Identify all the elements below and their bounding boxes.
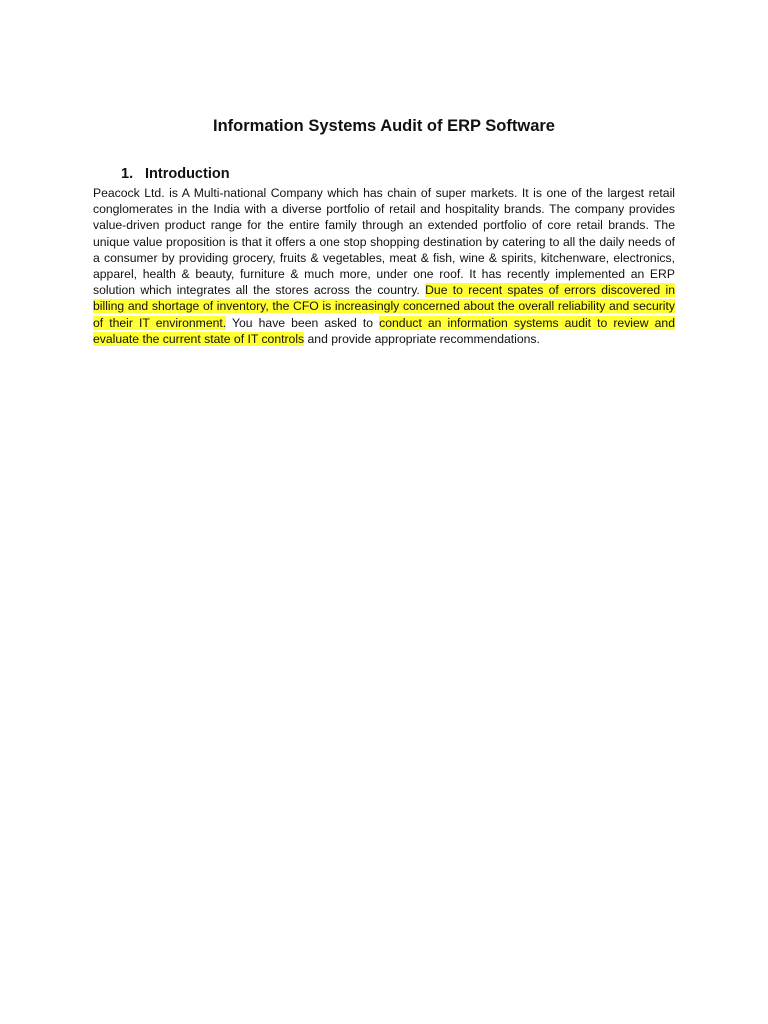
highlighted-text: conduct an information systems audit to review and evaluate the current state of IT controls (93, 315, 675, 346)
paragraph-text: Peacock Ltd. is A Multi-national Company which has chain of super markets. It is one of the largest retail conglomerates in the India with a diverse portfolio of retail and hospitality brands. The company provides value-driven product range for the entire family through an extended portfolio of core retail brands. The unique value proposition is that it offers a one stop shopping destination by catering to all the daily needs of a consumer by providing grocery, fruits & vegetables, meat & fish, wine & spirits, kitchenware, electronics, apparel, health & beauty, furniture & much more, under one roof. It has recently implemented an ERP solution which integrates all the stores across the country. (93, 186, 675, 298)
document-title: Information Systems Audit of ERP Software (213, 117, 555, 135)
highlighted-text: Due to recent spates of errors discovered in billing and shortage of inventory, the CFO is increasingly concerned about the overall reliability and security of their IT environment. (93, 283, 676, 330)
section-number: 1. (121, 166, 134, 182)
section-title: Introduction (145, 166, 230, 182)
section-heading (121, 166, 230, 182)
paragraph-text: and provide appropriate recommendations. (304, 331, 540, 346)
introduction-paragraph (93, 185, 675, 347)
paragraph-text: You have been asked to (226, 315, 380, 330)
